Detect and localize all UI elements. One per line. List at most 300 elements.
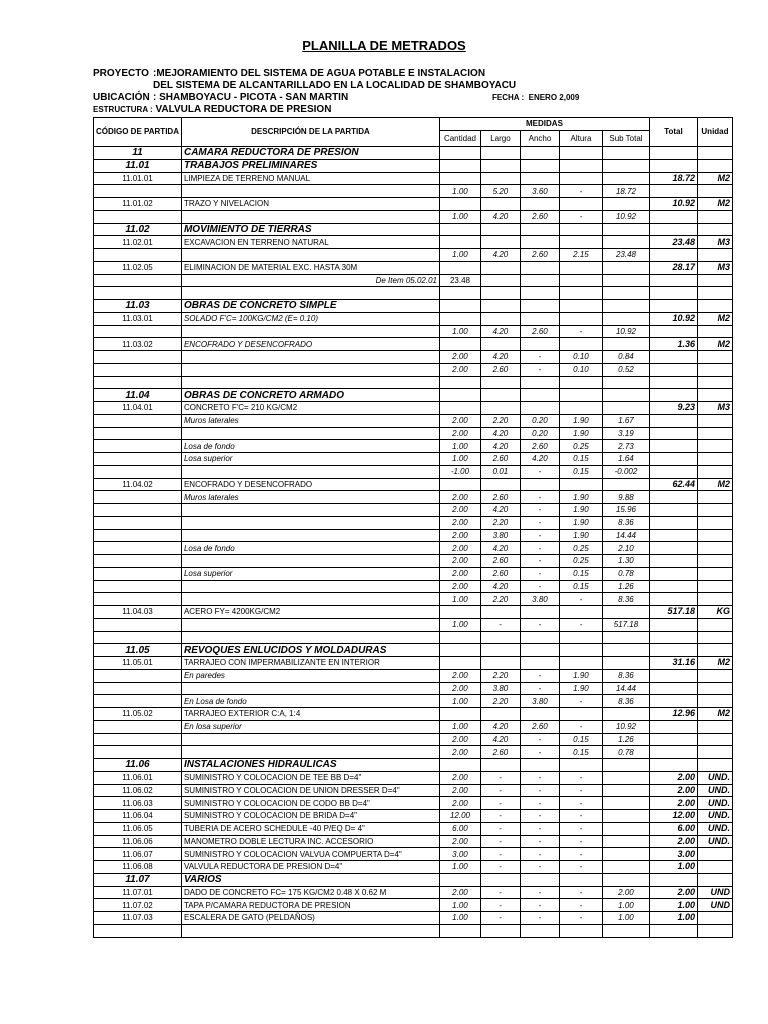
cell-desc xyxy=(181,733,439,746)
cell-cant: 1.00 xyxy=(439,249,480,262)
table-row xyxy=(94,402,733,415)
cell-alt: 1.90 xyxy=(559,504,602,517)
cell-ancho: - xyxy=(520,682,559,695)
cell-largo: - xyxy=(480,886,520,899)
cell-ancho xyxy=(520,159,559,172)
cell-unit xyxy=(697,631,732,644)
cell-total xyxy=(649,567,697,580)
cell-code xyxy=(94,580,182,593)
cell-largo: 2.60 xyxy=(480,567,520,580)
cell-code: 11.03.02 xyxy=(94,338,182,351)
cell-desc xyxy=(181,210,439,223)
cell-total: 517.18 xyxy=(649,606,697,619)
cell-sub xyxy=(602,147,649,160)
cell-alt: 0.15 xyxy=(559,567,602,580)
cell-unit xyxy=(697,249,732,262)
cell-total xyxy=(649,249,697,262)
cell-sub: 2.00 xyxy=(602,886,649,899)
cell-largo: - xyxy=(480,835,520,848)
table-row xyxy=(94,427,733,440)
cell-cant: 2.00 xyxy=(439,835,480,848)
table-row xyxy=(94,835,733,848)
table-row xyxy=(94,810,733,823)
cell-sub: 1.67 xyxy=(602,414,649,427)
table-row xyxy=(94,198,733,211)
cell-alt: - xyxy=(559,835,602,848)
cell-sub: 517.18 xyxy=(602,618,649,631)
table-row xyxy=(94,223,733,236)
cell-cant: 2.00 xyxy=(439,733,480,746)
cell-cant: 1.00 xyxy=(439,210,480,223)
table-row xyxy=(94,389,733,402)
cell-alt: - xyxy=(559,185,602,198)
cell-ancho xyxy=(520,312,559,325)
table-row xyxy=(94,771,733,784)
col-altura: Altura xyxy=(559,131,602,147)
cell-largo xyxy=(480,389,520,402)
cell-cant: 2.00 xyxy=(439,504,480,517)
table-row xyxy=(94,759,733,772)
cell-alt xyxy=(559,172,602,185)
cell-largo: - xyxy=(480,822,520,835)
cell-total xyxy=(649,300,697,313)
cell-desc: CONCRETO F'C= 210 KG/CM2 xyxy=(181,402,439,415)
cell-alt: 0.15 xyxy=(559,733,602,746)
cell-ancho xyxy=(520,759,559,772)
cell-sub xyxy=(602,338,649,351)
cell-code xyxy=(94,453,182,466)
cell-unit: M3 xyxy=(697,402,732,415)
cell-largo: 4.20 xyxy=(480,427,520,440)
cell-unit xyxy=(697,746,732,759)
cell-code: 11.05 xyxy=(94,644,182,657)
cell-largo xyxy=(480,300,520,313)
cell-cant: 2.00 xyxy=(439,580,480,593)
cell-alt xyxy=(559,338,602,351)
cell-unit xyxy=(697,210,732,223)
cell-total xyxy=(649,924,697,937)
cell-largo: 4.20 xyxy=(480,325,520,338)
cell-total: 62.44 xyxy=(649,478,697,491)
cell-alt xyxy=(559,708,602,721)
cell-ancho: - xyxy=(520,771,559,784)
cell-desc xyxy=(181,325,439,338)
cell-alt xyxy=(559,287,602,300)
cell-ancho: 3.80 xyxy=(520,695,559,708)
cell-cant: 1.00 xyxy=(439,720,480,733)
cell-total xyxy=(649,644,697,657)
cell-unit xyxy=(697,848,732,861)
cell-ancho: 2.60 xyxy=(520,440,559,453)
table-row xyxy=(94,695,733,708)
cell-unit: KG xyxy=(697,606,732,619)
cell-ancho: 0.20 xyxy=(520,427,559,440)
cell-sub xyxy=(602,924,649,937)
cell-total xyxy=(649,427,697,440)
cell-alt xyxy=(559,402,602,415)
cell-alt: 0.25 xyxy=(559,440,602,453)
cell-total xyxy=(649,593,697,606)
cell-sub xyxy=(602,822,649,835)
cell-largo: - xyxy=(480,912,520,925)
cell-ancho: - xyxy=(520,746,559,759)
cell-desc xyxy=(181,618,439,631)
cell-ancho: - xyxy=(520,529,559,542)
cell-alt xyxy=(559,312,602,325)
cell-ancho xyxy=(520,172,559,185)
cell-cant: 2.00 xyxy=(439,682,480,695)
cell-ancho: - xyxy=(520,504,559,517)
cell-sub: 8.36 xyxy=(602,669,649,682)
cell-sub: 8.36 xyxy=(602,516,649,529)
cell-unit xyxy=(697,733,732,746)
cell-ancho: - xyxy=(520,567,559,580)
table-row xyxy=(94,657,733,670)
cell-largo xyxy=(480,198,520,211)
cell-code xyxy=(94,669,182,682)
cell-alt xyxy=(559,236,602,249)
cell-code: 11.03.01 xyxy=(94,312,182,325)
table-row xyxy=(94,210,733,223)
cell-cant: 2.00 xyxy=(439,886,480,899)
cell-largo: 4.20 xyxy=(480,720,520,733)
cell-desc xyxy=(181,363,439,376)
cell-largo xyxy=(480,924,520,937)
cell-code: 11.06.06 xyxy=(94,835,182,848)
cell-code xyxy=(94,593,182,606)
cell-code: 11.06 xyxy=(94,759,182,772)
cell-unit xyxy=(697,720,732,733)
cell-total: 12.00 xyxy=(649,810,697,823)
cell-unit xyxy=(697,542,732,555)
cell-cant: 2.00 xyxy=(439,669,480,682)
cell-unit: M2 xyxy=(697,198,732,211)
cell-desc: SOLADO F'C= 100KG/CM2 (E= 0.10) xyxy=(181,312,439,325)
cell-sub xyxy=(602,708,649,721)
cell-desc: TAPA P/CAMARA REDUCTORA DE PRESION xyxy=(181,899,439,912)
cell-cant: 2.00 xyxy=(439,567,480,580)
cell-cant xyxy=(439,657,480,670)
cell-sub: 10.92 xyxy=(602,325,649,338)
cell-desc xyxy=(181,631,439,644)
table-row xyxy=(94,720,733,733)
cell-code xyxy=(94,529,182,542)
cell-alt: 0.10 xyxy=(559,351,602,364)
cell-ancho xyxy=(520,924,559,937)
cell-sub xyxy=(602,873,649,886)
cell-alt: - xyxy=(559,325,602,338)
cell-desc: INSTALACIONES HIDRAULICAS xyxy=(181,759,439,772)
cell-largo: 3.80 xyxy=(480,529,520,542)
cell-largo: 2.20 xyxy=(480,669,520,682)
cell-largo: 2.20 xyxy=(480,593,520,606)
cell-ancho: 2.60 xyxy=(520,249,559,262)
fecha: FECHA : ENERO 2,009 xyxy=(492,93,580,102)
cell-largo: - xyxy=(480,797,520,810)
cell-cant: 2.00 xyxy=(439,414,480,427)
cell-sub xyxy=(602,810,649,823)
cell-largo xyxy=(480,478,520,491)
cell-alt: 1.90 xyxy=(559,682,602,695)
cell-sub xyxy=(602,797,649,810)
cell-total xyxy=(649,516,697,529)
cell-cant: 1.00 xyxy=(439,695,480,708)
cell-unit: M2 xyxy=(697,708,732,721)
cell-largo xyxy=(480,159,520,172)
cell-largo: - xyxy=(480,810,520,823)
cell-alt: - xyxy=(559,210,602,223)
table-row xyxy=(94,797,733,810)
cell-ancho xyxy=(520,261,559,274)
cell-alt xyxy=(559,261,602,274)
cell-code: 11.07.03 xyxy=(94,912,182,925)
cell-sub: 18.72 xyxy=(602,185,649,198)
table-row xyxy=(94,580,733,593)
cell-sub: 0.84 xyxy=(602,351,649,364)
cell-cant: 2.00 xyxy=(439,363,480,376)
cell-unit xyxy=(697,440,732,453)
cell-cant xyxy=(439,606,480,619)
cell-desc: SUMINISTRO Y COLOCACION DE TEE BB D=4" xyxy=(181,771,439,784)
cell-desc: Losa superior xyxy=(181,453,439,466)
proyecto-line1: PROYECTO :MEJORAMIENTO DEL SISTEMA DE AGUA POTABLE E INSTALACION xyxy=(93,68,486,79)
cell-desc: VARIOS xyxy=(181,873,439,886)
cell-ancho: - xyxy=(520,465,559,478)
cell-largo: 5.20 xyxy=(480,185,520,198)
cell-code: 11.03 xyxy=(94,300,182,313)
cell-cant xyxy=(439,759,480,772)
cell-code xyxy=(94,555,182,568)
cell-unit xyxy=(697,325,732,338)
cell-alt: - xyxy=(559,618,602,631)
cell-ancho xyxy=(520,606,559,619)
table-row xyxy=(94,567,733,580)
cell-largo: 4.20 xyxy=(480,440,520,453)
cell-cant: 1.00 xyxy=(439,453,480,466)
cell-ancho: - xyxy=(520,835,559,848)
table-row xyxy=(94,912,733,925)
table-row xyxy=(94,848,733,861)
table-row xyxy=(94,172,733,185)
cell-code xyxy=(94,567,182,580)
cell-total: 2.00 xyxy=(649,886,697,899)
cell-total xyxy=(649,325,697,338)
cell-sub: 2.73 xyxy=(602,440,649,453)
cell-code xyxy=(94,440,182,453)
table-row xyxy=(94,465,733,478)
cell-total xyxy=(649,274,697,287)
cell-sub xyxy=(602,861,649,874)
cell-alt: 0.15 xyxy=(559,453,602,466)
cell-unit xyxy=(697,363,732,376)
cell-code xyxy=(94,631,182,644)
cell-total: 10.92 xyxy=(649,198,697,211)
cell-desc: ENCOFRADO Y DESENCOFRADO xyxy=(181,338,439,351)
cell-alt xyxy=(559,631,602,644)
cell-total: 28.17 xyxy=(649,261,697,274)
cell-alt xyxy=(559,159,602,172)
cell-cant: 12.00 xyxy=(439,810,480,823)
cell-alt: 1.90 xyxy=(559,491,602,504)
cell-largo: - xyxy=(480,618,520,631)
cell-cant xyxy=(439,159,480,172)
table-row xyxy=(94,338,733,351)
cell-ancho: 2.60 xyxy=(520,210,559,223)
cell-ancho: 3.80 xyxy=(520,593,559,606)
cell-code xyxy=(94,325,182,338)
cell-unit xyxy=(697,644,732,657)
cell-alt: 1.90 xyxy=(559,529,602,542)
cell-total: 6.00 xyxy=(649,822,697,835)
cell-alt xyxy=(559,274,602,287)
cell-largo xyxy=(480,172,520,185)
cell-ancho xyxy=(520,147,559,160)
cell-unit: M2 xyxy=(697,172,732,185)
cell-desc: Losa de fondo xyxy=(181,542,439,555)
cell-unit xyxy=(697,924,732,937)
cell-unit xyxy=(697,912,732,925)
cell-alt: - xyxy=(559,822,602,835)
cell-code: 11.04.01 xyxy=(94,402,182,415)
cell-total: 1.00 xyxy=(649,861,697,874)
table-row xyxy=(94,555,733,568)
table-row xyxy=(94,784,733,797)
cell-desc xyxy=(181,924,439,937)
table-row xyxy=(94,669,733,682)
cell-sub xyxy=(602,376,649,389)
cell-total: 31.16 xyxy=(649,657,697,670)
cell-cant xyxy=(439,402,480,415)
cell-ancho xyxy=(520,274,559,287)
cell-ancho xyxy=(520,389,559,402)
cell-code xyxy=(94,618,182,631)
cell-sub xyxy=(602,759,649,772)
cell-code: 11.01.01 xyxy=(94,172,182,185)
cell-desc xyxy=(181,249,439,262)
cell-desc xyxy=(181,746,439,759)
cell-cant: 1.00 xyxy=(439,899,480,912)
cell-ancho: - xyxy=(520,542,559,555)
cell-sub: 0.78 xyxy=(602,567,649,580)
cell-alt xyxy=(559,644,602,657)
table-row xyxy=(94,682,733,695)
cell-alt xyxy=(559,606,602,619)
cell-ancho: - xyxy=(520,491,559,504)
cell-alt: 0.25 xyxy=(559,555,602,568)
cell-largo xyxy=(480,631,520,644)
cell-total xyxy=(649,491,697,504)
table-row xyxy=(94,886,733,899)
cell-sub: 1.26 xyxy=(602,733,649,746)
cell-total xyxy=(649,555,697,568)
cell-total xyxy=(649,746,697,759)
table-row xyxy=(94,822,733,835)
col-subtotal: Sub Total xyxy=(602,131,649,147)
table-row xyxy=(94,924,733,937)
cell-desc: Muros laterales xyxy=(181,414,439,427)
cell-cant xyxy=(439,172,480,185)
table-row xyxy=(94,236,733,249)
cell-total xyxy=(649,873,697,886)
cell-cant: 1.00 xyxy=(439,861,480,874)
table-row xyxy=(94,274,733,287)
cell-sub: 14.44 xyxy=(602,529,649,542)
cell-alt: 1.90 xyxy=(559,516,602,529)
cell-unit: UND. xyxy=(697,810,732,823)
cell-sub xyxy=(602,644,649,657)
cell-ancho: - xyxy=(520,363,559,376)
cell-largo xyxy=(480,708,520,721)
table-row xyxy=(94,504,733,517)
table-row xyxy=(94,606,733,619)
cell-unit xyxy=(697,567,732,580)
cell-cant: 2.00 xyxy=(439,542,480,555)
cell-unit: M2 xyxy=(697,312,732,325)
cell-unit xyxy=(697,516,732,529)
cell-desc: DADO DE CONCRETO FC= 175 KG/CM2 0.48 X 0.62 M xyxy=(181,886,439,899)
cell-code: 11.07.02 xyxy=(94,899,182,912)
cell-sub xyxy=(602,198,649,211)
cell-cant xyxy=(439,924,480,937)
table-row xyxy=(94,899,733,912)
cell-sub xyxy=(602,287,649,300)
cell-desc: SUMINISTRO Y COLOCACION DE BRIDA D=4" xyxy=(181,810,439,823)
cell-cant xyxy=(439,478,480,491)
cell-sub: 3.19 xyxy=(602,427,649,440)
cell-total xyxy=(649,159,697,172)
cell-total xyxy=(649,185,697,198)
cell-ancho: - xyxy=(520,912,559,925)
cell-alt: - xyxy=(559,797,602,810)
table-row xyxy=(94,287,733,300)
cell-cant xyxy=(439,873,480,886)
cell-desc: En losa superior xyxy=(181,720,439,733)
cell-ancho: 4.20 xyxy=(520,453,559,466)
cell-cant: 2.00 xyxy=(439,797,480,810)
cell-cant: -1.00 xyxy=(439,465,480,478)
cell-total xyxy=(649,631,697,644)
cell-total xyxy=(649,389,697,402)
cell-cant xyxy=(439,147,480,160)
cell-code: 11.07 xyxy=(94,873,182,886)
cell-code: 11.06.05 xyxy=(94,822,182,835)
cell-ancho: 2.60 xyxy=(520,325,559,338)
cell-unit xyxy=(697,504,732,517)
cell-cant: 2.00 xyxy=(439,746,480,759)
cell-code: 11.06.03 xyxy=(94,797,182,810)
table-row xyxy=(94,861,733,874)
cell-desc xyxy=(181,465,439,478)
cell-largo xyxy=(480,606,520,619)
cell-total xyxy=(649,440,697,453)
col-descripcion: DESCRIPCIÓN DE LA PARTIDA xyxy=(181,118,439,147)
cell-total: 10.92 xyxy=(649,312,697,325)
cell-code xyxy=(94,351,182,364)
cell-unit xyxy=(697,185,732,198)
cell-ancho: - xyxy=(520,618,559,631)
cell-total: 2.00 xyxy=(649,784,697,797)
cell-code xyxy=(94,695,182,708)
cell-alt: 0.25 xyxy=(559,542,602,555)
cell-sub xyxy=(602,274,649,287)
table-row xyxy=(94,440,733,453)
cell-ancho: - xyxy=(520,669,559,682)
cell-cant xyxy=(439,223,480,236)
cell-total xyxy=(649,529,697,542)
cell-total: 1.00 xyxy=(649,899,697,912)
cell-desc: En paredes xyxy=(181,669,439,682)
cell-largo: 4.20 xyxy=(480,351,520,364)
